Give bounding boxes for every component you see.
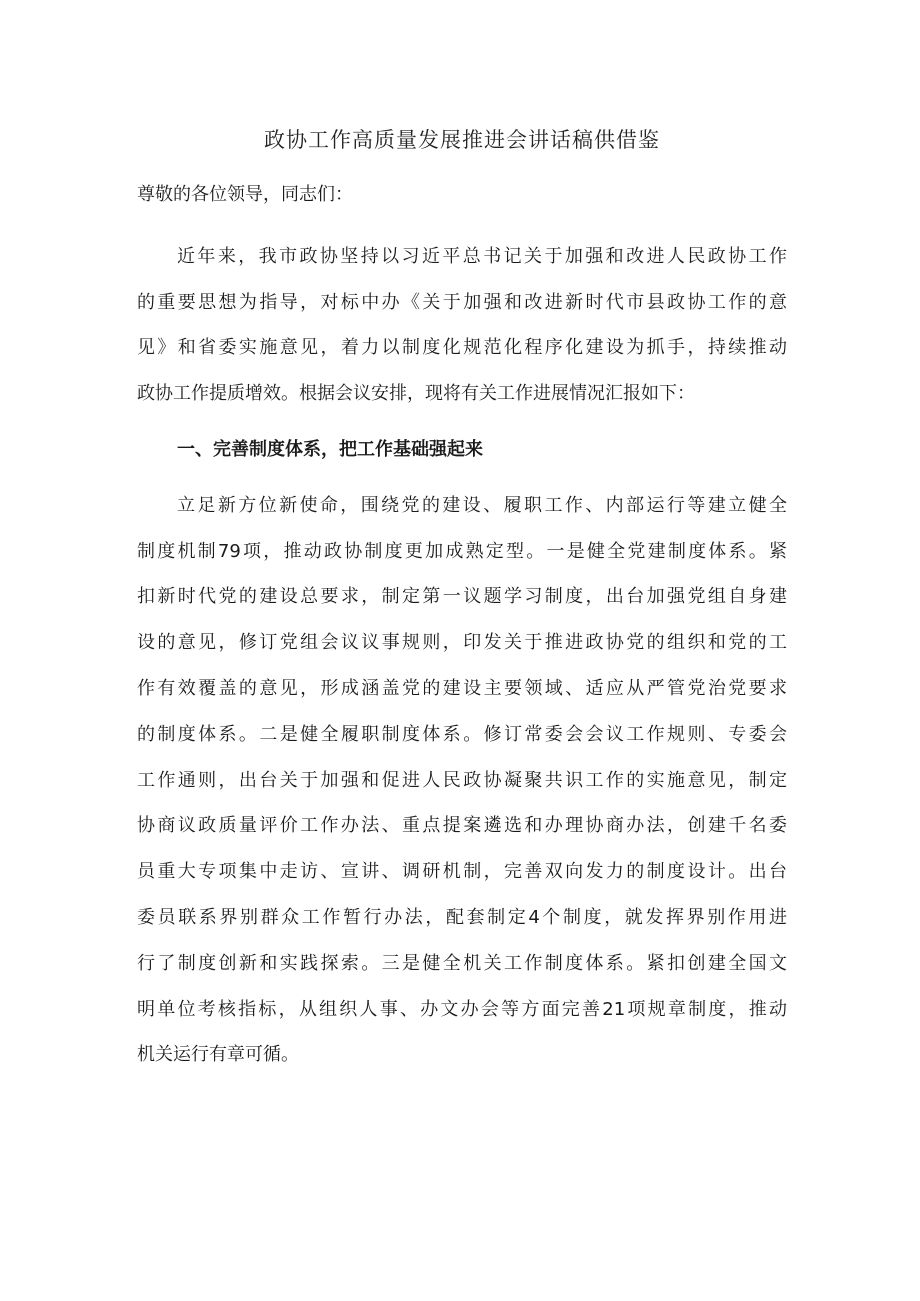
section-line: 委员联系界别群众工作暂行办法，配套制定4个制度，就发挥界别作用进	[137, 906, 787, 928]
intro-line: 政协工作提质增效。根据会议安排，现将有关工作进展情况汇报如下：	[137, 383, 695, 405]
document-body	[137, 118, 787, 1078]
section-line: 制度机制79项，推动政协制度更加成熟定型。一是健全党建制度体系。紧	[137, 540, 787, 562]
section-line: 机关运行有章可循。	[137, 1044, 299, 1066]
intro-line: 近年来，我市政协坚持以习近平总书记关于加强和改进人民政协工作	[177, 245, 787, 267]
section-line: 扣新时代党的建设总要求，制定第一议题学习制度，出台加强党组自身建	[137, 586, 787, 608]
intro-line: 的重要思想为指导，对标中办《关于加强和改进新时代市县政协工作的意	[137, 291, 787, 313]
section-line: 立足新方位新使命，围绕党的建设、履职工作、内部运行等建立健全	[177, 494, 787, 516]
section-line: 的制度体系。二是健全履职制度体系。修订常委会会议工作规则、专委会	[137, 723, 787, 745]
greeting: 尊敬的各位领导，同志们：	[137, 184, 353, 205]
intro-paragraph	[137, 234, 787, 417]
section-line: 作有效覆盖的意见，形成涵盖党的建设主要领域、适应从严管党治党要求	[137, 677, 787, 699]
section-paragraph	[137, 483, 787, 1078]
section-line: 明单位考核指标，从组织人事、办文办会等方面完善21项规章制度，推动	[137, 998, 787, 1020]
intro-line: 见》和省委实施意见，着力以制度化规范化程序化建设为抓手，持续推动	[137, 337, 787, 359]
section-line: 工作通则，出台关于加强和促进人民政协凝聚共识工作的实施意见，制定	[137, 769, 787, 791]
document-title: 政协工作高质量发展推进会讲话稿供借鉴	[264, 128, 660, 152]
section-line: 员重大专项集中走访、宣讲、调研机制，完善双向发力的制度设计。出台	[137, 861, 787, 883]
section-line: 设的意见，修订党组会议议事规则，印发关于推进政协党的组织和党的工	[137, 632, 787, 654]
section-line: 行了制度创新和实践探索。三是健全机关工作制度体系。紧扣创建全国文	[137, 952, 787, 974]
section-line: 协商议政质量评价工作办法、重点提案遴选和办理协商办法，创建千名委	[137, 815, 787, 837]
section-heading: 一、完善制度体系，把工作基础强起来	[177, 438, 483, 460]
